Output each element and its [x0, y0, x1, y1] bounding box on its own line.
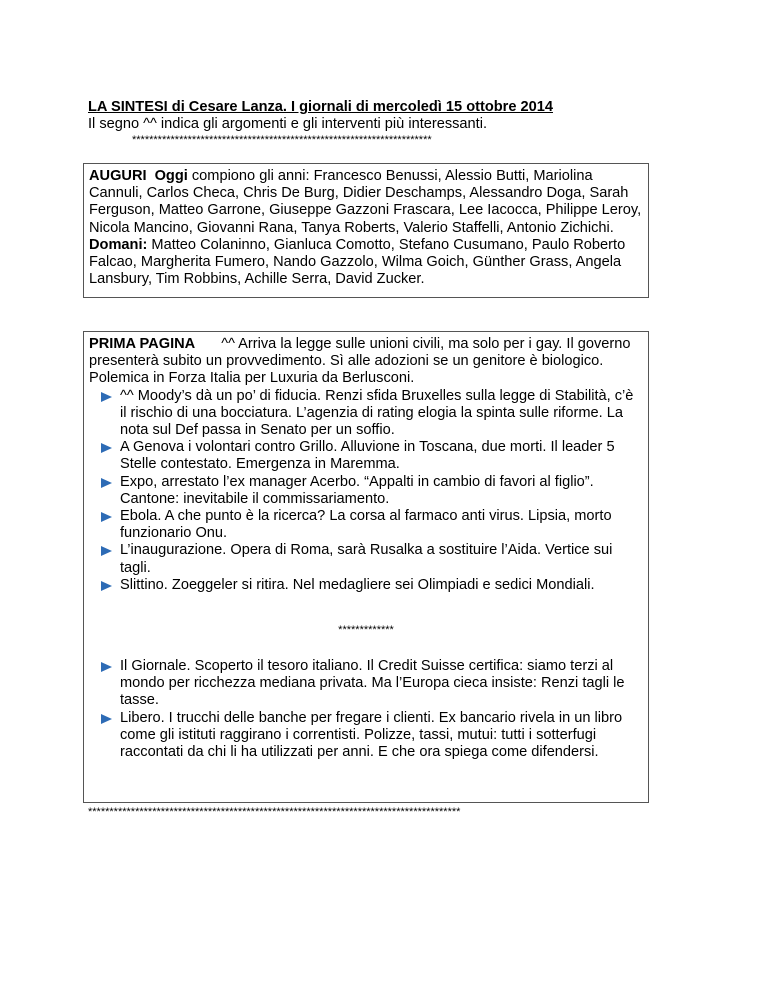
arrow-bullet-icon — [101, 443, 112, 453]
auguri-label: AUGURI — [89, 168, 147, 184]
page-subtitle: Il segno ^^ indica gli argomenti e gli interventi più interessanti. — [88, 116, 488, 132]
list-item: A Genova i volontari contro Grillo. Alluvione in Toscana, due morti. Il leader 5 Stelle contestato. Emergenza in Maremma. — [89, 439, 643, 473]
list-item: Libero. I trucchi delle banche per fregare i clienti. Ex bancario rivela in un libro come gli istituti raggirano i correntisti. Polizze, tassi, mutui: tutti i sotterfugi raccontati da chi li ha utilizzati per anni. E che ora spiega come difendersi. — [89, 710, 643, 762]
arrow-bullet-icon — [101, 714, 112, 724]
page-title: LA SINTESI di Cesare Lanza. I giornali di mercoledì 15 ottobre 2014 — [88, 99, 553, 115]
today-text: compiono gli anni: Francesco Benussi, Alessio Butti, Mariolina Cannuli, Carlos Checa, Chris De Burg, Didier Deschamps, Alessandro Doga, Sarah Ferguson, Matteo Garrone, Giuseppe Gazzoni Frascara, Lee Iacocca, Philippe Leroy, Nicola Mancino, Giovanni Rana, Tanya Roberts, Valerio Staffelli, Antonio Zichichi. — [89, 168, 642, 236]
arrow-bullet-icon — [101, 392, 112, 402]
news-list — [89, 388, 643, 594]
newspaper-list — [89, 658, 643, 761]
list-item: Slittino. Zoeggeler si ritira. Nel medagliere sei Olimpiadi e sedici Mondiali. — [89, 577, 643, 594]
arrow-bullet-icon — [101, 512, 112, 522]
prima-pagina-section — [83, 331, 649, 803]
auguri-today — [89, 168, 643, 237]
arrow-bullet-icon — [101, 546, 112, 556]
tomorrow-label: Domani: — [89, 236, 148, 253]
lead-text: ^^ Arriva la legge sulle unioni civili, ma solo per i gay. Il governo presenterà subito un provvedimento. Sì alle adozioni se un genitore è biologico. Polemica in Forza Italia per Luxuria da Berlusconi. — [89, 336, 631, 387]
list-item: Il Giornale. Scoperto il tesoro italiano. Il Credit Suisse certifica: siamo terzi al mondo per ricchezza mediana privata. Ma l’Europa cieca insiste: Renzi tagli le tasse. — [89, 658, 643, 710]
list-item: Expo, arrestato l’ex manager Acerbo. “Appalti in cambio di favori al figlio”. Cantone: inevitabile il commissariamento. — [89, 474, 643, 508]
footer-stars-divider: *************************************************************************************** — [88, 806, 461, 818]
arrow-bullet-icon — [101, 581, 112, 591]
auguri-section — [83, 163, 649, 298]
prima-pagina-label: PRIMA PAGINA — [89, 336, 196, 352]
list-item: L’inaugurazione. Opera di Roma, sarà Rusalka a sostituire l’Aida. Vertice sui tagli. — [89, 542, 643, 576]
arrow-bullet-icon — [101, 662, 112, 672]
header-stars-divider: ********************************************************************** — [132, 134, 432, 146]
prima-pagina-lead — [89, 336, 643, 388]
separator-stars: ************* — [338, 624, 394, 637]
list-item: Ebola. A che punto è la ricerca? La corsa al farmaco anti virus. Lipsia, morto funzionario Onu. — [89, 508, 643, 542]
list-item: ^^ Moody’s dà un po’ di fiducia. Renzi sfida Bruxelles sulla legge di Stabilità, c’è il rischio di una bocciatura. L’agenzia di rating elogia la spinta sulle riforme. La nota sul Def passa in Senato per un soffio. — [89, 388, 643, 440]
tomorrow-text: Matteo Colaninno, Gianluca Comotto, Stefano Cusumano, Paulo Roberto Falcao, Margherita Fumero, Nando Gazzolo, Wilma Goich, Günther Grass, Angela Lansbury, Tim Robbins, Achille Serra, David Zucker. — [89, 236, 626, 288]
today-label: Oggi — [154, 168, 188, 184]
auguri-tomorrow — [89, 237, 643, 289]
arrow-bullet-icon — [101, 478, 112, 488]
